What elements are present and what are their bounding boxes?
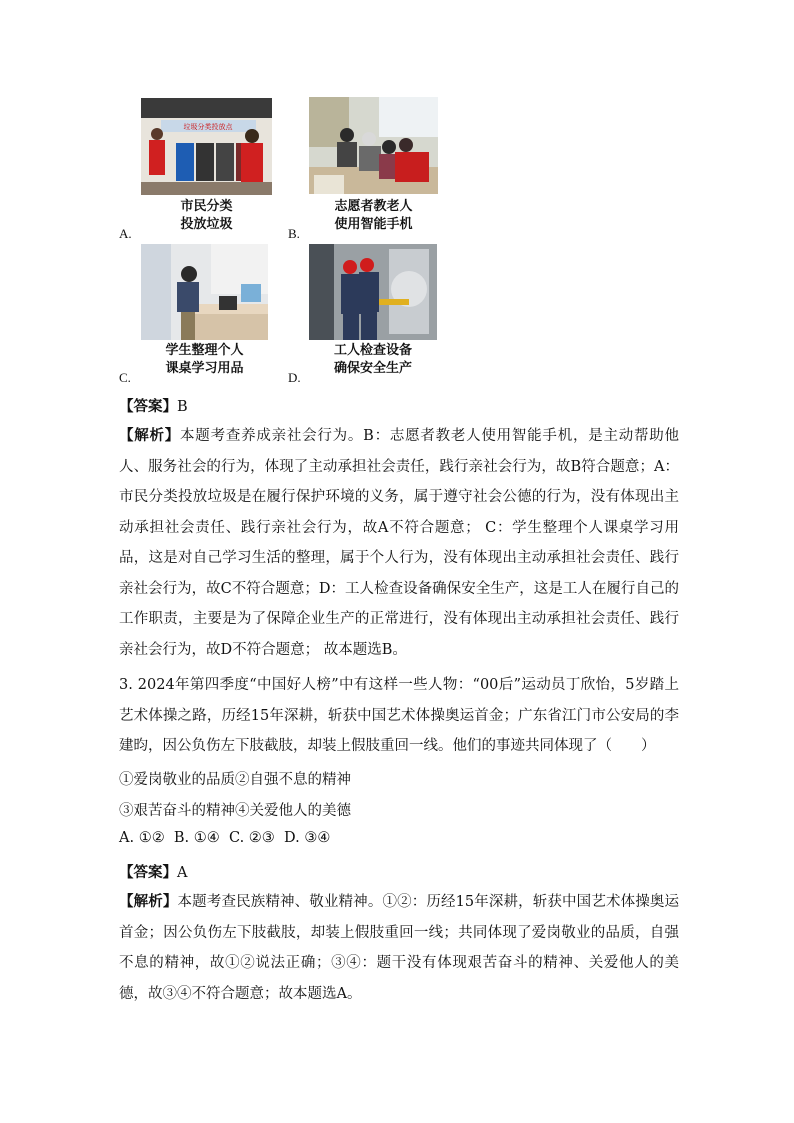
svg-text:垃圾分类投放点: 垃圾分类投放点 bbox=[183, 123, 233, 131]
q3-stem: 3. 2024年第四季度“中国好人榜”中有这样一些人物：“00后”运动员丁欣怡，5岁踏上艺术体操之路，历经15年深耕，斩获中国艺术体操奥运首金；广东省江门市公安局的李建昀，因公负伤左下肢截肢，却装上假肢重回一线。他们的事迹共同体现了（ ） bbox=[119, 677, 679, 754]
option-d-caption: 工人检查设备 确保安全生产 bbox=[333, 343, 412, 376]
volunteer-phone-photo bbox=[309, 97, 438, 194]
option-c-letter: C. bbox=[119, 370, 131, 385]
q2-analysis-label: 【解析】 bbox=[119, 427, 181, 444]
option-b-caption: 志愿者教老人 使用智能手机 bbox=[334, 199, 413, 232]
option-a-letter: A. bbox=[119, 226, 132, 241]
q3-statement-1: ①爱岗敬业的品质②自强不息的精神 bbox=[119, 772, 351, 788]
q2-answer bbox=[119, 395, 188, 416]
garbage-sorting-photo bbox=[141, 98, 272, 195]
option-b-letter: B. bbox=[288, 226, 300, 241]
q3-analysis-label: 【解析】 bbox=[119, 893, 178, 910]
q3-statement-2: ③艰苦奋斗的精神④关爱他人的美德 bbox=[119, 803, 351, 819]
q3-answer bbox=[119, 861, 187, 882]
q2-analysis bbox=[119, 421, 679, 665]
q2-analysis-text: 本题考查养成亲社会行为。B：志愿者教老人使用智能手机，是主动帮助他人、服务社会的行为，体现了主动承担社会责任，践行亲社会行为，故B符合题意；A：市民分类投放垃圾是在履行保护环境的义务，属于遵守社会公德的行为，没有体现出主动承担社会责任、践行亲社会行为，故A不符合题意； C：学生整理个人课桌学习用品，这是对自己学习生活的整理，属于个人行为，没有体现出主动承担社会责任、践行亲社会行为，故C不符合题意；D：工人检查设备确保安全生产，这是工人在履行自己的工作职责，主要是为了保障企业生产的正常进行，没有体现出主动承担社会责任、践行亲社会行为，故D不符合题意； 故本题选B。 bbox=[119, 428, 680, 658]
student-desk-photo bbox=[141, 244, 268, 340]
q2-answer-label: 【答案】 bbox=[119, 398, 177, 415]
option-d-letter: D. bbox=[288, 370, 301, 385]
q3-answer-label: 【答案】 bbox=[119, 864, 177, 881]
q3-choices: A. ①② B. ①④ C. ②③ D. ③④ bbox=[119, 830, 331, 846]
option-c-caption: 学生整理个人 课桌学习用品 bbox=[165, 343, 244, 376]
q3-analysis-text: 本题考查民族精神、敬业精神。①②：历经15年深耕，斩获中国艺术体操奥运首金；因公负伤左下肢截肢，却装上假肢重回一线；共同体现了爱岗敬业的品质，自强不息的精神，故①②说法正确；③④：题干没有体现艰苦奋斗的精神、关爱他人的美德，故③④不符合题意；故本题选A。 bbox=[119, 894, 679, 1002]
q3-analysis bbox=[119, 887, 679, 1009]
q2-answer-value: B bbox=[177, 399, 188, 415]
q3-answer-value: A bbox=[177, 865, 188, 881]
option-a-caption: 市民分类 投放垃圾 bbox=[180, 199, 233, 232]
worker-equipment-photo bbox=[309, 244, 437, 340]
